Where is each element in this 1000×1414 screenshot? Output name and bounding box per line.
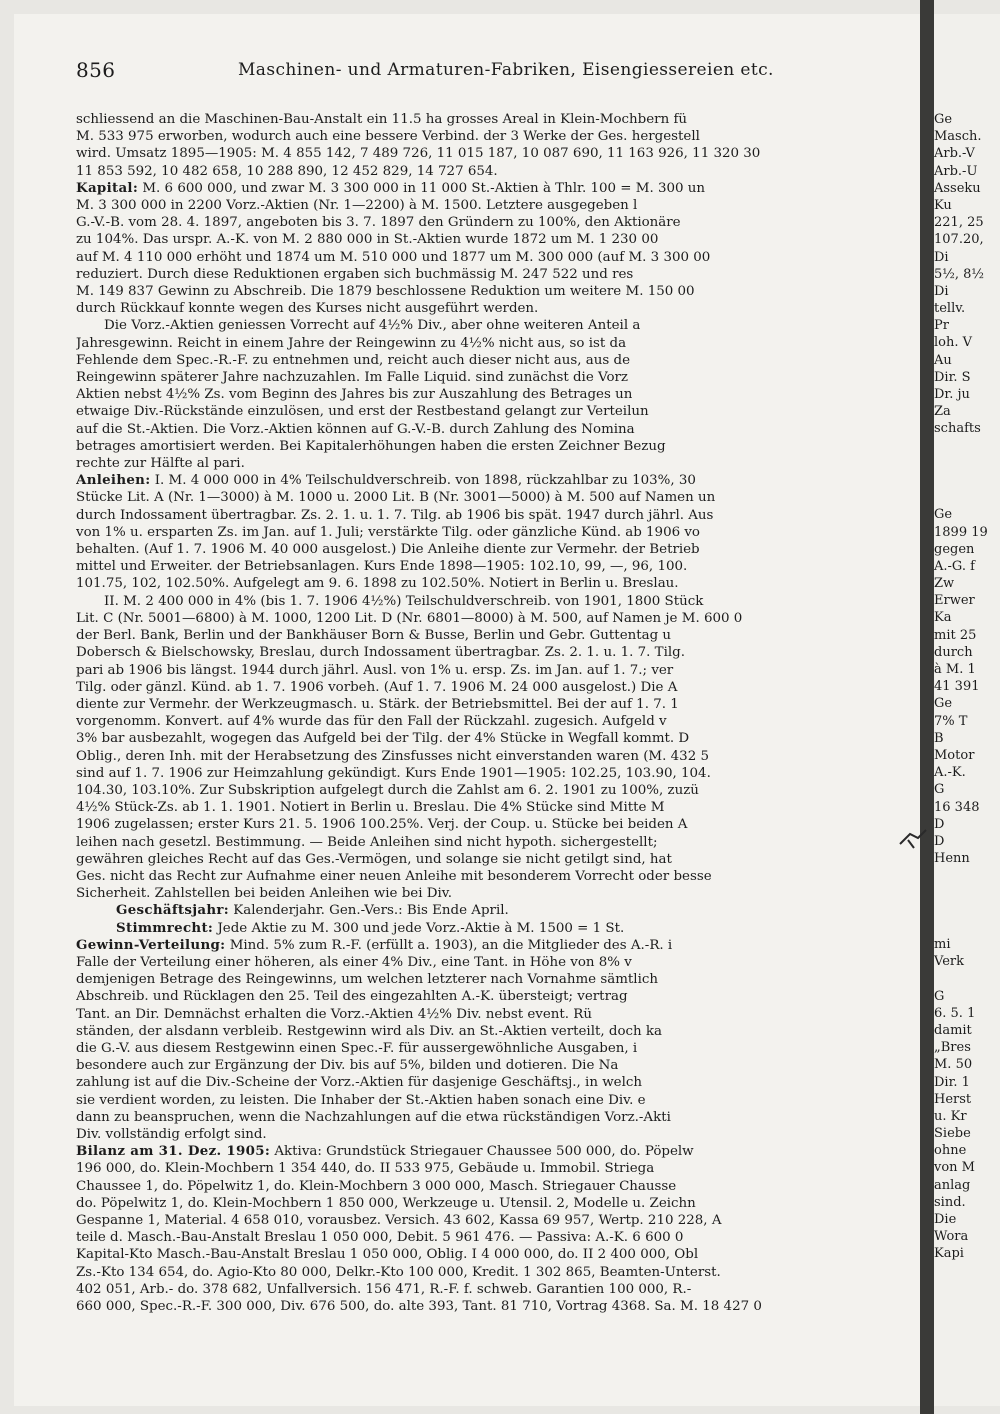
line-text: Lit. C (Nr. 5001—6800) à M. 1000, 1200 Lit. D (Nr. 6801—8000) à M. 500, auf Namen je M. 600 0 bbox=[76, 610, 743, 626]
adjacent-line-fragment: Zw bbox=[934, 576, 955, 592]
adjacent-line-fragment: Masch. bbox=[934, 129, 982, 145]
line-text: der Berl. Bank, Berlin und der Bankhäuser Born & Busse, Berlin und Gebr. Guttentag u bbox=[76, 628, 672, 644]
adjacent-line-fragment: Herst bbox=[934, 1091, 972, 1107]
text-line bbox=[76, 885, 920, 902]
text-line bbox=[76, 644, 920, 661]
adjacent-line-fragment: Asseku bbox=[934, 180, 981, 196]
adjacent-line-fragment bbox=[934, 919, 988, 936]
adjacent-line-fragment: Za bbox=[934, 404, 951, 420]
line-text: Aktien nebst 4½% Zs. vom Beginn des Jahres bis zur Auszahlung des Betrages un bbox=[76, 387, 633, 403]
line-text: M. 3 300 000 in 2200 Vorz.-Aktien (Nr. 1—2200) à M. 1500. Letztere ausgegeben l bbox=[76, 198, 638, 214]
text-line bbox=[76, 868, 920, 885]
adjacent-line-fragment: Ku bbox=[934, 197, 952, 213]
line-text: wird. Umsatz 1895—1905: M. 4 855 142, 7 489 726, 11 015 187, 10 087 690, 11 163 926, 11 320 30 bbox=[76, 146, 761, 162]
text-line bbox=[76, 816, 920, 833]
adjacent-line-fragment: 107.20, bbox=[934, 232, 984, 248]
text-line bbox=[76, 266, 920, 283]
text-line bbox=[76, 180, 920, 197]
adjacent-line-fragment: Henn bbox=[934, 851, 970, 867]
line-text: Mind. 5% zum R.-F. (erfüllt a. 1903), an die Mitglieder des A.-R. i bbox=[229, 937, 673, 953]
adjacent-line-fragment: „Bres bbox=[934, 1040, 971, 1056]
text-line bbox=[76, 1143, 920, 1160]
adjacent-line-fragment bbox=[934, 902, 988, 919]
line-text: do. Pöpelwitz 1, do. Klein-Mochbern 1 850 000, Werkzeuge u. Utensil. 2, Modelle u. Zeichn bbox=[76, 1195, 696, 1211]
text-line bbox=[76, 352, 920, 369]
text-line bbox=[76, 937, 920, 954]
adjacent-line-fragment: anlag bbox=[934, 1177, 971, 1193]
line-text: pari ab 1906 bis längst. 1944 durch jährl. Ausl. von 1% u. ersp. Zs. im Jan. auf 1. 7.; ver bbox=[76, 662, 674, 678]
line-text: dann zu beanspruchen, wenn die Nachzahlungen auf die etwa rückständigen Vorz.-Akti bbox=[76, 1109, 671, 1125]
text-line bbox=[76, 1281, 920, 1298]
adjacent-line-fragment: durch bbox=[934, 644, 973, 660]
line-text: reduziert. Durch diese Reduktionen ergaben sich buchmässig M. 247 522 und res bbox=[76, 266, 634, 282]
text-line bbox=[76, 1023, 920, 1040]
adjacent-line-fragment: 1899 19 bbox=[934, 524, 988, 540]
line-text: 104.30, 103.10%. Zur Subskription aufgelegt durch die Zahlst am 6. 2. 1901 zu 100%, zuzü bbox=[76, 782, 699, 798]
line-text: 4½% Stück-Zs. ab 1. 1. 1901. Notiert in Berlin u. Breslau. Die 4% Stücke sind Mitte M bbox=[76, 800, 665, 816]
line-text: auf M. 4 110 000 erhöht und 1874 um M. 510 000 und 1877 um M. 300 000 (auf M. 3 300 00 bbox=[76, 249, 711, 265]
text-line bbox=[76, 920, 920, 937]
text-line bbox=[76, 249, 920, 266]
adjacent-line-fragment: mit 25 bbox=[934, 627, 977, 643]
scan-speck-mark bbox=[896, 826, 930, 852]
text-line bbox=[76, 782, 920, 799]
line-text: zu 104%. Das urspr. A.-K. von M. 2 880 000 in St.-Aktien wurde 1872 um M. 1 230 00 bbox=[76, 232, 659, 248]
line-text: Sicherheit. Zahlstellen bei beiden Anleihen wie bei Div. bbox=[76, 886, 452, 902]
line-text: Gespanne 1, Material. 4 658 010, vorausbez. Versich. 43 602, Kassa 69 957, Wertp. 210 228, A bbox=[76, 1213, 722, 1228]
text-line bbox=[76, 335, 920, 352]
text-line bbox=[76, 1057, 920, 1074]
line-text: Stücke Lit. A (Nr. 1—3000) à M. 1000 u. 2000 Lit. B (Nr. 3001—5000) à M. 500 auf Namen un bbox=[76, 490, 716, 506]
section-rubric: Geschäftsjahr: bbox=[116, 902, 229, 919]
section-rubric: Gewinn-Verteilung: bbox=[76, 936, 226, 953]
text-line bbox=[76, 317, 920, 334]
line-text: mittel und Erweiter. der Betriebsanlagen. Kurs Ende 1898—1905: 102.10, 99, —, 96, 100. bbox=[76, 559, 688, 575]
adjacent-line-fragment: Die bbox=[934, 1212, 957, 1227]
adjacent-line-fragment: D bbox=[934, 816, 945, 832]
text-line bbox=[76, 386, 920, 403]
adjacent-line-fragment: Arb.-V bbox=[934, 146, 975, 162]
text-line bbox=[76, 765, 920, 782]
line-text: 402 051, Arb.- do. 378 682, Unfallversich. 156 471, R.-F. f. schweb. Garantien 100 000, R.- bbox=[76, 1281, 692, 1297]
line-text: betrages amortisiert werden. Bei Kapitalerhöhungen haben die ersten Zeichner Bezug bbox=[76, 438, 666, 454]
adjacent-line-fragment: Ge bbox=[934, 112, 953, 127]
text-line bbox=[76, 593, 920, 610]
text-line bbox=[76, 748, 920, 765]
adjacent-line-fragment bbox=[934, 472, 988, 489]
adjacent-line-fragment: gegen bbox=[934, 541, 975, 557]
text-line bbox=[76, 197, 920, 214]
adjacent-line-fragment: Motor bbox=[934, 747, 975, 763]
adjacent-line-fragment bbox=[934, 489, 988, 506]
adjacent-line-fragment bbox=[934, 970, 988, 987]
text-line bbox=[76, 369, 920, 386]
text-line bbox=[76, 1040, 920, 1057]
adjacent-line-fragment: schafts bbox=[934, 421, 981, 437]
adjacent-line-fragment: B bbox=[934, 730, 944, 746]
adjacent-line-fragment: Ge bbox=[934, 696, 953, 712]
line-text: Tilg. oder gänzl. Künd. ab 1. 7. 1906 vorbeh. (Auf 1. 7. 1906 M. 24 000 ausgelost.) Die A bbox=[76, 679, 678, 695]
line-text: Oblig., deren Inh. mit der Herabsetzung des Zinsfusses nicht einverstanden waren (M. 432 5 bbox=[76, 748, 709, 764]
adjacent-line-fragment: Wora bbox=[934, 1229, 969, 1245]
line-text: M. 149 837 Gewinn zu Abschreib. Die 1879 beschlossene Reduktion um weitere M. 150 00 bbox=[76, 284, 695, 300]
adjacent-line-fragment: Siebe bbox=[934, 1126, 971, 1142]
document-page bbox=[14, 14, 920, 1406]
line-text: Jahresgewinn. Reicht in einem Jahre der Reingewinn zu 4½% nicht aus, so ist da bbox=[76, 335, 627, 351]
line-text: M. 6 600 000, und zwar M. 3 300 000 in 11 000 St.-Aktien à Thlr. 100 = M. 300 un bbox=[142, 180, 706, 196]
line-text: die G.-V. aus diesem Restgewinn einen Spec.-F. für aussergewöhnliche Ausgaben, i bbox=[76, 1040, 638, 1056]
line-text: leihen nach gesetzl. Bestimmung. — Beide Anleihen sind nicht hypoth. sichergestellt; bbox=[76, 834, 658, 850]
adjacent-line-fragment: Dr. ju bbox=[934, 387, 970, 402]
running-head: Maschinen- und Armaturen-Fabriken, Eisengiessereien etc. bbox=[238, 60, 774, 80]
text-line bbox=[76, 1195, 920, 1212]
line-text: sind auf 1. 7. 1906 zur Heimzahlung gekündigt. Kurs Ende 1901—1905: 102.25, 103.90, 104. bbox=[76, 765, 711, 781]
adjacent-line-fragment: Kapi bbox=[934, 1246, 964, 1262]
text-line bbox=[76, 455, 920, 472]
line-text: demjenigen Betrage des Reingewinns, um welchen letzterer nach Vornahme sämtlich bbox=[76, 972, 658, 988]
text-line bbox=[76, 472, 920, 489]
book-gutter bbox=[920, 0, 934, 1414]
text-line bbox=[76, 662, 920, 679]
adjacent-line-fragment: 6. 5. 1 bbox=[934, 1005, 976, 1021]
adjacent-line-fragment: A.-G. f bbox=[934, 558, 975, 574]
adjacent-line-fragment: à M. 1 bbox=[934, 662, 976, 677]
text-line bbox=[76, 163, 920, 180]
adjacent-line-fragment: Arb.-U bbox=[934, 163, 978, 179]
adjacent-line-fragment: D bbox=[934, 833, 945, 849]
text-line bbox=[76, 679, 920, 696]
adjacent-line-fragment: loh. V bbox=[934, 335, 973, 351]
adjacent-line-fragment: 5½, 8½ bbox=[934, 266, 985, 282]
line-text: II. M. 2 400 000 in 4% (bis 1. 7. 1906 4½%) Teilschuldverschreib. von 1901, 1800 Stück bbox=[104, 593, 704, 609]
line-text: schliessend an die Maschinen-Bau-Anstalt ein 11.5 ha grosses Areal in Klein-Mochbern fü bbox=[76, 112, 688, 127]
adjacent-line-fragment: G bbox=[934, 782, 945, 798]
text-line bbox=[76, 575, 920, 592]
adjacent-line-fragment: A.-K. bbox=[934, 765, 966, 781]
line-text: von 1% u. ersparten Zs. im Jan. auf 1. Juli; verstärkte Tilg. oder gänzliche Künd. ab 1906 vo bbox=[76, 524, 700, 540]
section-rubric: Bilanz am 31. Dez. 1905: bbox=[76, 1143, 271, 1160]
text-line bbox=[76, 438, 920, 455]
adjacent-line-fragment bbox=[934, 438, 988, 455]
line-text: Die Vorz.-Aktien geniessen Vorrecht auf 4½% Div., aber ohne weiteren Anteil a bbox=[104, 318, 641, 334]
text-line bbox=[76, 128, 920, 145]
text-line bbox=[76, 403, 920, 420]
text-line bbox=[76, 145, 920, 162]
text-line bbox=[76, 1074, 920, 1091]
line-text: zahlung ist auf die Div.-Scheine der Vorz.-Aktien für dasjenige Geschäftsj., in welch bbox=[76, 1075, 642, 1091]
adjacent-line-fragment: Erwer bbox=[934, 593, 975, 609]
adjacent-line-fragment: 16 348 bbox=[934, 799, 980, 815]
line-text: 660 000, Spec.-R.-F. 300 000, Div. 676 500, do. alte 393, Tant. 81 710, Vortrag 4368. Sa. M. 18 427 0 bbox=[76, 1299, 762, 1315]
section-rubric: Anleihen: bbox=[76, 472, 151, 489]
line-text: I. M. 4 000 000 in 4% Teilschuldverschreib. von 1898, rückzahlbar zu 103%, 30 bbox=[154, 473, 696, 489]
text-line bbox=[76, 971, 920, 988]
line-text: Div. vollständig erfolgt sind. bbox=[76, 1126, 267, 1142]
adjacent-line-fragment bbox=[934, 455, 988, 472]
adjacent-line-fragment: Dir. S bbox=[934, 369, 971, 385]
line-text: Tant. an Dir. Demnächst erhalten die Vorz.-Aktien 4½% Div. nebst event. Rü bbox=[76, 1006, 592, 1022]
line-text: etwaige Div.-Rückstände einzulösen, und erst der Restbestand gelangt zur Verteilun bbox=[76, 404, 649, 420]
line-text: ständen, der alsdann verbleib. Restgewinn wird als Div. an St.-Aktien verteilt, doch ka bbox=[76, 1023, 662, 1039]
text-line bbox=[76, 696, 920, 713]
adjacent-line-fragment: Au bbox=[934, 352, 952, 368]
text-line bbox=[76, 1212, 920, 1229]
section-rubric: Kapital: bbox=[76, 179, 139, 196]
text-line bbox=[76, 954, 920, 971]
line-text: rechte zur Hälfte al pari. bbox=[76, 456, 245, 472]
text-line bbox=[76, 851, 920, 868]
text-line bbox=[76, 1298, 920, 1315]
text-line bbox=[76, 1092, 920, 1109]
adjacent-line-fragment: 221, 25 bbox=[934, 215, 984, 231]
line-text: gewähren gleiches Recht auf das Ges.-Vermögen, und solange sie nicht getilgt sind, hat bbox=[76, 851, 672, 867]
line-text: 1906 zugelassen; erster Kurs 21. 5. 1906 100.25%. Verj. der Coup. u. Stücke bei beiden A bbox=[76, 817, 688, 833]
line-text: G.-V.-B. vom 28. 4. 1897, angeboten bis 3. 7. 1897 den Gründern zu 100%, den Aktionäre bbox=[76, 215, 681, 231]
line-text: 11 853 592, 10 482 658, 10 288 890, 12 452 829, 14 727 654. bbox=[76, 163, 498, 179]
line-text: auf die St.-Aktien. Die Vorz.-Aktien können auf G.-V.-B. durch Zahlung des Nomina bbox=[76, 421, 635, 437]
line-text: Jede Aktie zu M. 300 und jede Vorz.-Aktie à M. 1500 = 1 St. bbox=[217, 920, 625, 936]
text-line bbox=[76, 730, 920, 747]
line-text: teile d. Masch.-Bau-Anstalt Breslau 1 050 000, Debit. 5 961 476. — Passiva: A.-K. 6 600 0 bbox=[76, 1230, 684, 1246]
line-text: sie verdient worden, zu leisten. Die Inhaber der St.-Aktien haben sonach eine Div. e bbox=[76, 1092, 646, 1108]
line-text: 196 000, do. Klein-Mochbern 1 354 440, do. II 533 975, Gebäude u. Immobil. Striega bbox=[76, 1161, 655, 1177]
adjacent-line-fragment bbox=[934, 867, 988, 884]
text-line bbox=[76, 1126, 920, 1143]
line-text: 3% bar ausbezahlt, wogegen das Aufgeld bei der Tilg. der 4% Stücke in Wegfall kommt. D bbox=[76, 731, 690, 747]
adjacent-line-fragment: ohne bbox=[934, 1143, 967, 1159]
adjacent-line-fragment: Di bbox=[934, 283, 949, 299]
text-line bbox=[76, 1246, 920, 1263]
text-line bbox=[76, 1109, 920, 1126]
text-line bbox=[76, 1178, 920, 1195]
adjacent-line-fragment: mi bbox=[934, 937, 951, 952]
text-line bbox=[76, 1264, 920, 1281]
line-text: vorgenomm. Konvert. auf 4% wurde das für den Fall der Rückzahl. zugesich. Aufgeld v bbox=[76, 714, 667, 730]
adjacent-line-fragment: M. 50 bbox=[934, 1057, 973, 1073]
text-line bbox=[76, 507, 920, 524]
adjacent-line-fragment: Ge bbox=[934, 507, 953, 523]
line-text: diente zur Vermehr. der Werkzeugmasch. u. Stärk. der Betriebsmittel. Bei der auf 1. 7. 1 bbox=[76, 696, 679, 712]
line-text: Ges. nicht das Recht zur Aufnahme einer neuen Anleihe mit besonderem Vorrecht oder besse bbox=[76, 868, 712, 884]
line-text: Reingewinn späterer Jahre nachzuzahlen. Im Falle Liquid. sind zunächst die Vorz bbox=[76, 370, 628, 386]
text-line bbox=[76, 231, 920, 248]
text-line bbox=[76, 214, 920, 231]
adjacent-line-fragment: Di bbox=[934, 249, 949, 265]
text-line bbox=[76, 713, 920, 730]
adjacent-line-fragment: 7% T bbox=[934, 713, 968, 729]
adjacent-line-fragment: Verk bbox=[934, 954, 964, 970]
document-body bbox=[76, 111, 920, 1401]
text-line bbox=[76, 610, 920, 627]
text-line bbox=[76, 489, 920, 506]
text-line bbox=[76, 1229, 920, 1246]
line-text: 101.75, 102, 102.50%. Aufgelegt am 9. 6. 1898 zu 102.50%. Notiert in Berlin u. Breslau. bbox=[76, 576, 679, 592]
adjacent-line-fragment: Ka bbox=[934, 610, 952, 626]
line-text: Aktiva: Grundstück Striegauer Chaussee 500 000, do. Pöpelw bbox=[274, 1144, 694, 1160]
adjacent-page-edge bbox=[934, 14, 1000, 1406]
line-text: Chaussee 1, do. Pöpelwitz 1, do. Klein-Mochbern 3 000 000, Masch. Striegauer Chausse bbox=[76, 1178, 677, 1194]
line-text: Falle der Verteilung einer höheren, als einer 4% Div., eine Tant. in Höhe von 8% v bbox=[76, 954, 632, 970]
text-line bbox=[76, 1006, 920, 1023]
text-line bbox=[76, 834, 920, 851]
section-rubric: Stimmrecht: bbox=[116, 919, 214, 936]
text-line bbox=[76, 902, 920, 919]
line-text: behalten. (Auf 1. 7. 1906 M. 40 000 ausgelost.) Die Anleihe diente zur Vermehr. der Betrieb bbox=[76, 542, 700, 558]
line-text: Fehlende dem Spec.-R.-F. zu entnehmen und, reicht auch dieser nicht aus, aus de bbox=[76, 352, 631, 368]
adjacent-line-fragment: G bbox=[934, 988, 945, 1004]
adjacent-line-fragment: damit bbox=[934, 1022, 972, 1038]
text-line bbox=[76, 541, 920, 558]
adjacent-line-fragment: Pr bbox=[934, 318, 949, 334]
line-text: Kapital-Kto Masch.-Bau-Anstalt Breslau 1 050 000, Oblig. I 4 000 000, do. II 2 400 000, Obl bbox=[76, 1247, 699, 1263]
text-line bbox=[76, 1160, 920, 1177]
text-line bbox=[76, 799, 920, 816]
text-line bbox=[76, 524, 920, 541]
text-line bbox=[76, 627, 920, 644]
text-line bbox=[76, 558, 920, 575]
line-text: Abschreib. und Rücklagen den 25. Teil des eingezahlten A.-K. übersteigt; vertrag bbox=[76, 989, 628, 1005]
page-number: 856 bbox=[76, 58, 116, 82]
text-line bbox=[76, 111, 920, 128]
adjacent-line-fragment bbox=[934, 884, 988, 901]
line-text: Dobersch & Bielschowsky, Breslau, durch Indossament übertragbar. Zs. 2. 1. u. 1. 7. Tilg. bbox=[76, 645, 685, 661]
adjacent-line-fragment: sind. bbox=[934, 1194, 966, 1210]
line-text: M. 533 975 erworben, wodurch auch eine bessere Verbind. der 3 Werke der Ges. hergestell bbox=[76, 129, 700, 145]
page-header bbox=[76, 58, 876, 88]
adjacent-line-fragment: von M bbox=[934, 1160, 975, 1176]
text-line bbox=[76, 300, 920, 317]
adjacent-line-fragment: u. Kr bbox=[934, 1108, 967, 1124]
text-line bbox=[76, 988, 920, 1005]
adjacent-page-text bbox=[934, 111, 988, 1263]
line-text: besondere auch zur Ergänzung der Div. bis auf 5%, bilden und dotieren. Die Na bbox=[76, 1058, 619, 1074]
line-text: durch Indossament übertragbar. Zs. 2. 1. u. 1. 7. Tilg. ab 1906 bis spät. 1947 durch jährl. Aus bbox=[76, 507, 714, 523]
text-line bbox=[76, 421, 920, 438]
line-text: Zs.-Kto 134 654, do. Agio-Kto 80 000, Delkr.-Kto 100 000, Kredit. 1 302 865, Beamten-Unterst. bbox=[76, 1264, 721, 1280]
text-line bbox=[76, 283, 920, 300]
line-text: Kalenderjahr. Gen.-Vers.: Bis Ende April. bbox=[233, 903, 509, 919]
adjacent-line-fragment: tellv. bbox=[934, 301, 966, 317]
adjacent-line-fragment: Dir. 1 bbox=[934, 1074, 970, 1090]
adjacent-line-fragment: 41 391 bbox=[934, 679, 980, 695]
line-text: durch Rückkauf konnte wegen des Kurses nicht ausgeführt werden. bbox=[76, 301, 539, 317]
